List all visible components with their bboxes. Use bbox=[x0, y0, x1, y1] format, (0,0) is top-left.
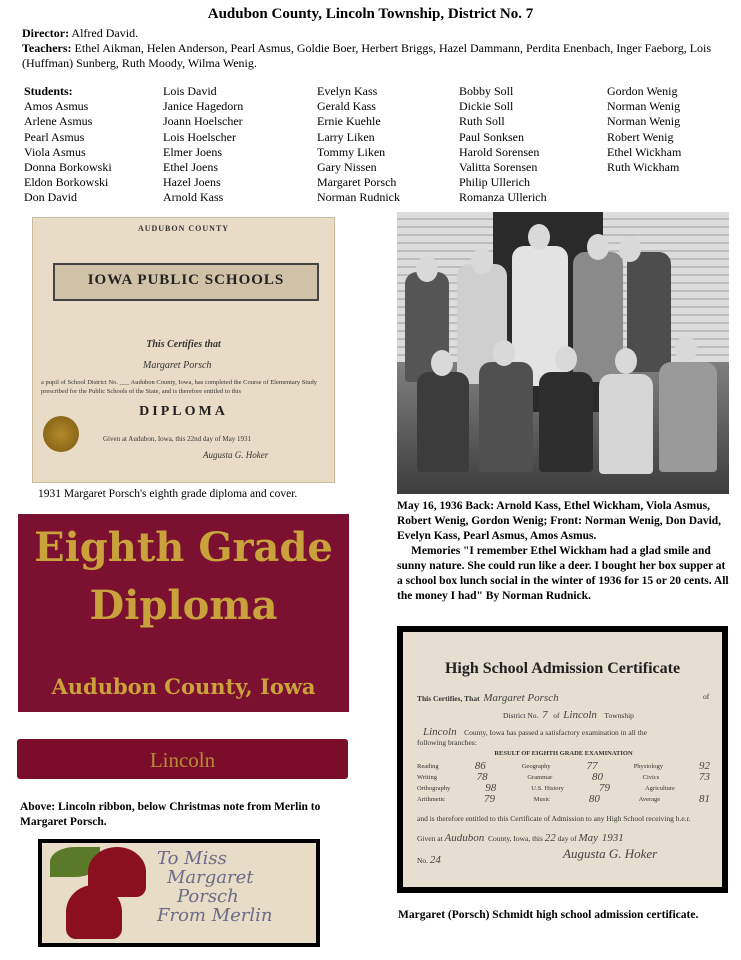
grade: 86 bbox=[474, 760, 486, 772]
diploma-image bbox=[32, 217, 335, 483]
person-head bbox=[587, 234, 609, 260]
teachers-line bbox=[22, 41, 722, 71]
student-name: Valitta Sorensen bbox=[459, 160, 538, 175]
certificate-name: Margaret Porsch bbox=[483, 692, 559, 704]
certificate-title: High School Admission Certificate bbox=[444, 660, 681, 677]
student-name: Norman Rudnick bbox=[317, 190, 400, 205]
students-column-1 bbox=[24, 84, 112, 206]
students-column-4 bbox=[459, 84, 547, 206]
person-head bbox=[493, 340, 515, 366]
student-name: Norman Wenig bbox=[607, 99, 681, 114]
grades-header: RESULT OF EIGHTH GRADE EXAMINATION bbox=[494, 750, 633, 757]
district-number: 7 bbox=[542, 709, 548, 721]
student-name: Ernie Kuehle bbox=[317, 114, 381, 129]
district-of: of bbox=[553, 711, 560, 720]
student-name: Janice Hagedorn bbox=[163, 99, 244, 114]
students-column-5 bbox=[607, 84, 681, 175]
grades-row bbox=[417, 772, 710, 783]
student-name: Arlene Asmus bbox=[24, 114, 93, 129]
student-name: Dickie Soll bbox=[459, 99, 514, 114]
student-name: Eldon Borkowski bbox=[24, 175, 109, 190]
grade: 79 bbox=[483, 793, 495, 805]
note-line: Porsch bbox=[177, 886, 239, 907]
diploma-county: AUDUBON COUNTY bbox=[137, 224, 230, 233]
county-name: Lincoln bbox=[423, 726, 457, 738]
class-photo bbox=[397, 212, 729, 494]
teachers-value: Ethel Aikman, Helen Anderson, Pearl Asmus, Goldie Boer, Herbert Briggs, Hazel Dammann, Perdita Enenbach, Inger Faeborg, Lois (Huffman) Sunberg, Ruth Moody, Wilma Wenig. bbox=[22, 41, 712, 70]
certificate-district bbox=[503, 709, 634, 721]
note-paper bbox=[42, 843, 316, 943]
certificate-county bbox=[423, 726, 647, 738]
person-head bbox=[555, 346, 577, 372]
note-line: Margaret bbox=[167, 867, 254, 888]
student-name: Don David bbox=[24, 190, 77, 205]
grade: 79 bbox=[598, 782, 610, 794]
subject: Reading bbox=[417, 763, 439, 770]
person bbox=[539, 372, 593, 472]
subject: Geography bbox=[521, 763, 551, 770]
diploma-given: Given at Audubon, Iowa, this 22nd day of May 1931 bbox=[103, 435, 251, 443]
township-name: Lincoln bbox=[563, 709, 597, 721]
certificate-certifies bbox=[417, 692, 559, 704]
grade: 77 bbox=[586, 760, 598, 772]
photo-caption bbox=[397, 499, 729, 604]
student-name: Lois Hoelscher bbox=[163, 129, 236, 144]
teachers-label: Teachers: bbox=[22, 41, 72, 55]
diploma-certifies: This Certifies that bbox=[146, 339, 221, 350]
student-name: Joann Hoelscher bbox=[163, 114, 243, 129]
given-year: 1931 bbox=[601, 832, 624, 844]
note-line: To Miss bbox=[157, 848, 227, 869]
number-value: 24 bbox=[429, 854, 441, 866]
student-name: Amos Asmus bbox=[24, 99, 89, 114]
certificate-given bbox=[417, 832, 624, 844]
number-label: No. bbox=[417, 856, 429, 865]
subject: Orthography bbox=[417, 785, 451, 792]
grade: 98 bbox=[485, 782, 497, 794]
person bbox=[659, 362, 717, 472]
diploma-name: Margaret Porsch bbox=[143, 360, 212, 371]
certificate-of: of bbox=[703, 692, 710, 701]
student-name: Viola Asmus bbox=[24, 144, 86, 159]
lincoln-ribbon-image bbox=[17, 739, 348, 779]
diploma-banner bbox=[53, 263, 319, 301]
memories-label: Memories bbox=[411, 545, 461, 557]
grades-row bbox=[417, 761, 710, 772]
given-month: May bbox=[578, 832, 599, 844]
subject: Music bbox=[533, 796, 551, 803]
grade: 80 bbox=[588, 793, 600, 805]
subject: Writing bbox=[417, 774, 437, 781]
grade: 81 bbox=[698, 793, 710, 805]
certificate-number bbox=[417, 854, 441, 866]
given-place: Audubon bbox=[444, 832, 485, 844]
person-head bbox=[416, 256, 438, 282]
day-label: day of bbox=[557, 834, 577, 843]
student-name: Ruth Wickham bbox=[607, 160, 680, 175]
county-line: County, Iowa has passed a satisfactory examination in all the bbox=[464, 728, 647, 737]
subject: Grammar bbox=[527, 774, 553, 781]
students-column-3 bbox=[317, 84, 400, 206]
student-name: Donna Borkowski bbox=[24, 160, 112, 175]
ribbon-caption: Above: Lincoln ribbon, below Christmas note from Merlin to Margaret Porsch. bbox=[20, 801, 321, 828]
subject: Arithmetic bbox=[417, 796, 446, 803]
photo-caption-names: May 16, 1936 Back: Arnold Kass, Ethel Wickham, Viola Asmus, Robert Wenig, Gordon Wenig; Front: Norman Wenig, Don David, Evelyn Kass, Pearl Asmus, Amos Asmus. bbox=[397, 500, 722, 542]
cover-line-1: Eighth Grade bbox=[34, 524, 333, 571]
subject: Civics bbox=[642, 774, 660, 781]
person-head bbox=[675, 336, 697, 362]
student-name: Pearl Asmus bbox=[24, 129, 85, 144]
director-value: Alfred David. bbox=[69, 26, 139, 40]
diploma-banner-text: IOWA PUBLIC SCHOOLS bbox=[87, 272, 285, 288]
student-name: Tommy Liken bbox=[317, 144, 386, 159]
student-name: Gerald Kass bbox=[317, 99, 376, 114]
student-name: Larry Liken bbox=[317, 129, 375, 144]
person-head bbox=[528, 224, 550, 250]
grade: 92 bbox=[698, 760, 710, 772]
given-day: 22 bbox=[544, 832, 556, 844]
student-name: Arnold Kass bbox=[163, 190, 224, 205]
diploma-caption: 1931 Margaret Porsch's eighth grade diploma and cover. bbox=[38, 488, 298, 500]
note-text bbox=[157, 849, 273, 925]
certificate-paper bbox=[403, 632, 722, 887]
director-line bbox=[22, 26, 138, 41]
person bbox=[599, 374, 653, 474]
ribbon-text: Lincoln bbox=[149, 748, 216, 772]
director-label: Director: bbox=[22, 26, 70, 40]
grades-row bbox=[417, 794, 710, 805]
page-title: Audubon County, Lincoln Township, District No. 7 bbox=[207, 6, 534, 22]
subject: Average bbox=[638, 796, 661, 803]
student-name: Hazel Joens bbox=[163, 175, 221, 190]
cover-line-3: Audubon County, Iowa bbox=[51, 674, 316, 699]
students-column-2 bbox=[163, 84, 243, 206]
given-rest: County, Iowa, this bbox=[487, 834, 543, 843]
subject: Physiology bbox=[633, 763, 663, 770]
students-label: Students: bbox=[24, 84, 73, 98]
certificate-caption: Margaret (Porsch) Schmidt high school admission certificate. bbox=[398, 909, 699, 921]
student-name: Gordon Wenig bbox=[607, 84, 678, 98]
diploma-word: DIPLOMA bbox=[139, 404, 228, 419]
student-name: Robert Wenig bbox=[607, 129, 674, 144]
certificate-image bbox=[397, 626, 728, 893]
certificate-entitled: and is therefore entitled to this Certificate of Admission to any High School receiving h.e.r. bbox=[417, 814, 691, 823]
seal-icon bbox=[43, 416, 79, 452]
note-line: From Merlin bbox=[157, 905, 273, 926]
student-name: Paul Sonksen bbox=[459, 129, 525, 144]
student-name: Evelyn Kass bbox=[317, 84, 378, 98]
diploma-body: a pupil of School District No. ___ Audubon County, Iowa, has completed the Course of Elementary Study prescribed for the Public Schools of the State, and is therefore entitled to this bbox=[41, 379, 317, 395]
student-name: Romanza Ullerich bbox=[459, 190, 547, 205]
grade: 78 bbox=[476, 771, 488, 783]
person bbox=[417, 372, 469, 472]
christmas-note-image bbox=[38, 839, 320, 947]
grade: 80 bbox=[591, 771, 603, 783]
student-name: Ruth Soll bbox=[459, 114, 505, 129]
diploma-cover-image bbox=[18, 514, 349, 712]
person-head bbox=[471, 248, 493, 274]
subject: Agriculture bbox=[644, 785, 675, 792]
diploma-signature: Augusta G. Hoker bbox=[203, 450, 269, 460]
person-head bbox=[431, 350, 453, 376]
certificate-signature: Augusta G. Hoker bbox=[563, 846, 658, 861]
student-name: Margaret Porsch bbox=[317, 175, 397, 190]
student-name: Philip Ullerich bbox=[459, 175, 530, 190]
student-name: Ethel Wickham bbox=[607, 144, 682, 159]
given-label: Given at bbox=[417, 834, 443, 843]
grade: 73 bbox=[698, 771, 710, 783]
person-head bbox=[615, 348, 637, 374]
student-name: Ethel Joens bbox=[163, 160, 218, 175]
person-head bbox=[619, 236, 641, 262]
grades-table bbox=[417, 750, 710, 805]
district-label: District No. bbox=[503, 711, 539, 720]
bell-icon bbox=[66, 885, 122, 939]
township-label: Township bbox=[604, 711, 634, 720]
student-name: Elmer Joens bbox=[163, 144, 222, 159]
subject: U.S. History bbox=[531, 785, 564, 792]
memories-text: "I remember Ethel Wickham had a glad smile and sunny nature. She could run like a deer. I bought her box supper at a school box lunch social in the winter of 1936 for 15 or 20 cents. All the money I had" By Norman Rudnick. bbox=[397, 545, 729, 602]
cover-line-2: Diploma bbox=[89, 582, 278, 629]
student-name: Gary Nissen bbox=[317, 160, 377, 175]
grades-row bbox=[417, 783, 710, 794]
student-name: Lois David bbox=[163, 84, 217, 98]
certificate-following: following branches: bbox=[417, 738, 477, 747]
certifies-label: This Certifies, That bbox=[417, 694, 480, 703]
student-name: Harold Sorensen bbox=[459, 144, 540, 159]
student-name: Bobby Soll bbox=[459, 84, 514, 98]
student-name: Norman Wenig bbox=[607, 114, 681, 129]
person bbox=[479, 362, 533, 472]
